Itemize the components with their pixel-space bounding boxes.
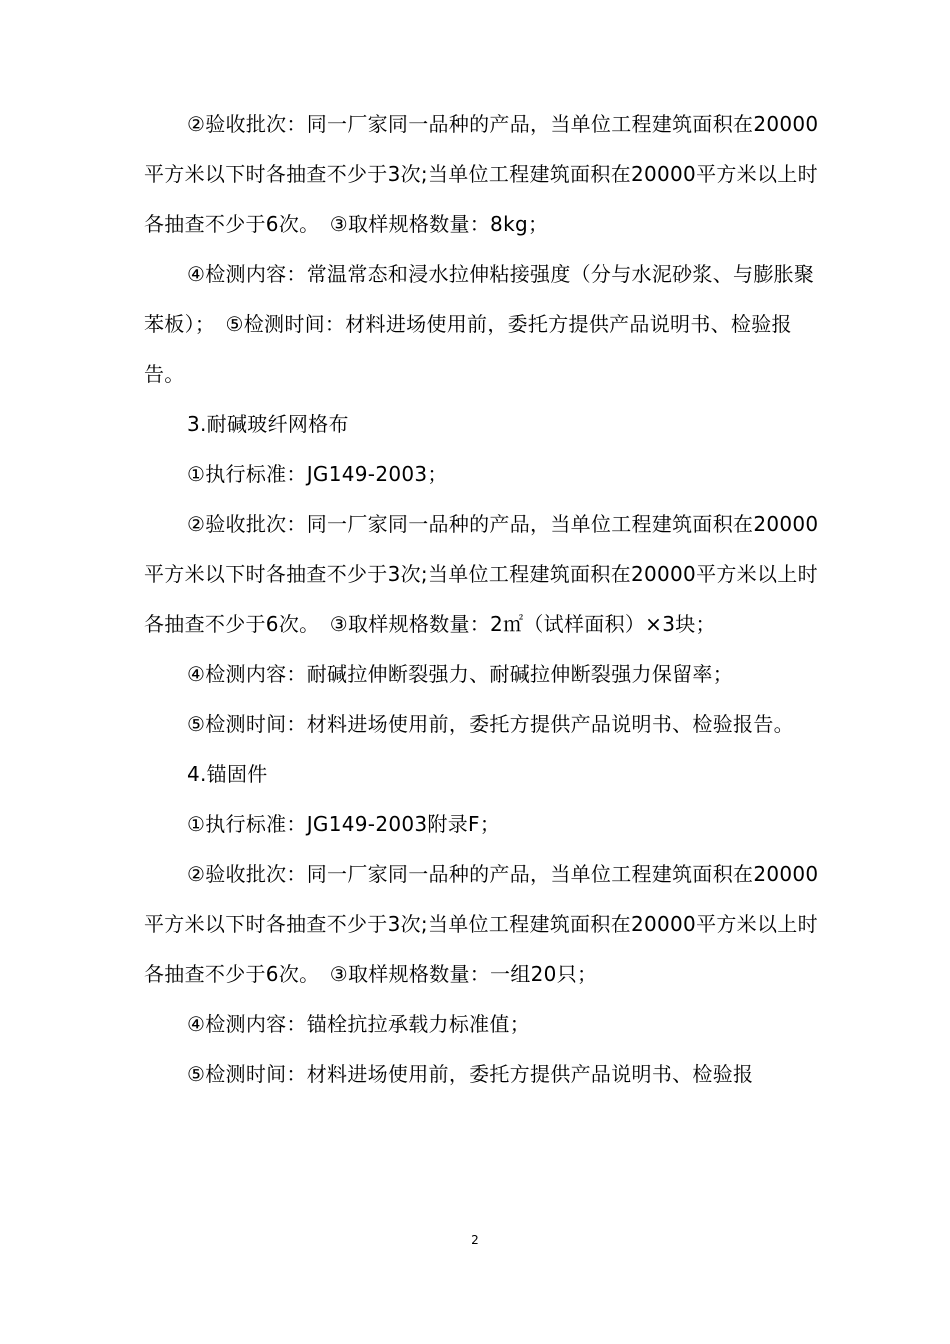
paragraph-acceptance-batch-2: ②验收批次：同一厂家同一品种的产品，当单位工程建筑面积在20000平方米以下时各抽查不少于3次;当单位工程建筑面积在20000平方米以上时各抽查不少于6次。 ③取样规格数量：2㎡（试样面积）×3块；: [144, 512, 819, 636]
paragraph-standard-2: ①执行标准：JG149-2003；: [187, 462, 448, 486]
page-number: 2: [471, 1233, 479, 1247]
paragraph-acceptance-batch-3: ②验收批次：同一厂家同一品种的产品，当单位工程建筑面积在20000平方米以下时各抽查不少于3次;当单位工程建筑面积在20000平方米以上时各抽查不少于6次。 ③取样规格数量：一组20只；: [144, 862, 819, 986]
section-heading-anchor: 4.锚固件: [187, 762, 268, 786]
paragraph-test-time-2: ⑤检测时间：材料进场使用前，委托方提供产品说明书、检验报告。: [187, 712, 794, 736]
paragraph-standard-3: ①执行标准：JG149-2003附录F；: [187, 812, 501, 836]
section-heading-mesh: 3.耐碱玻纤网格布: [187, 412, 349, 436]
page-body: [144, 99, 824, 1099]
paragraph-test-time-3: ⑤检测时间：材料进场使用前，委托方提供产品说明书、检验报: [187, 1062, 754, 1086]
paragraph-test-content-3: ④检测内容：锚栓抗拉承载力标准值；: [187, 1012, 531, 1036]
paragraph-test-content-1: ④检测内容：常温常态和浸水拉伸粘接强度（分与水泥砂浆、与膨胀聚苯板）； ⑤检测时间：材料进场使用前，委托方提供产品说明书、检验报告。: [144, 262, 815, 386]
paragraph-acceptance-batch-1: ②验收批次：同一厂家同一品种的产品，当单位工程建筑面积在20000平方米以下时各抽查不少于3次;当单位工程建筑面积在20000平方米以上时各抽查不少于6次。 ③取样规格数量：8kg；: [144, 112, 819, 236]
paragraph-test-content-2: ④检测内容：耐碱拉伸断裂强力、耐碱拉伸断裂强力保留率；: [187, 662, 734, 686]
